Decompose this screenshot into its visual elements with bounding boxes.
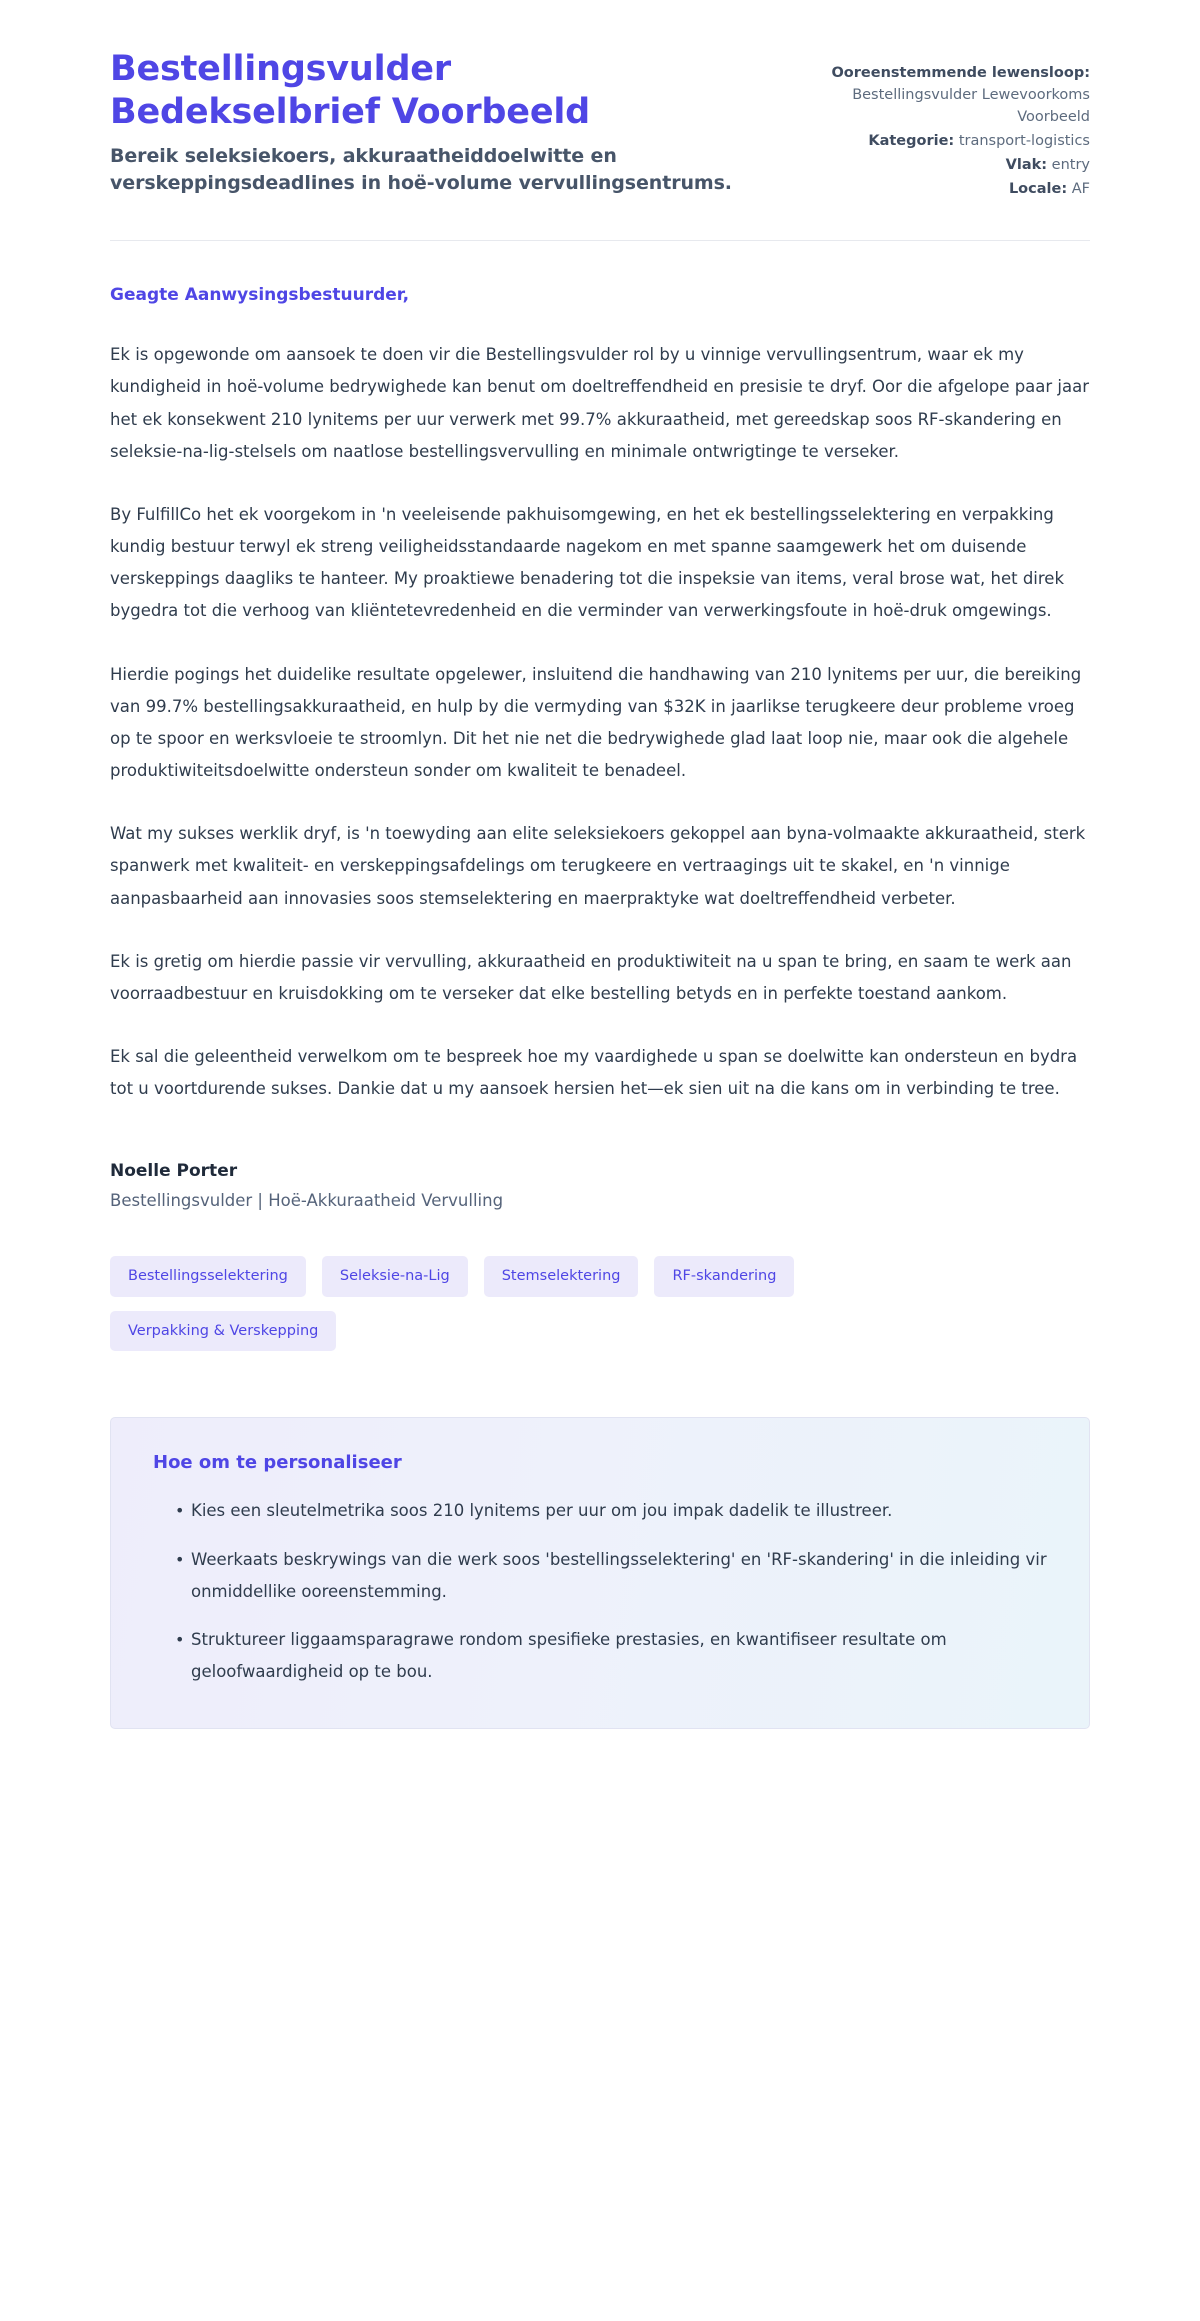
page-title	[110, 48, 760, 133]
metadata-value: entry	[1051, 157, 1090, 174]
callout-list-item: • Weerkaats beskrywings van die werk soos 'bestellingsselektering' en 'RF-skandering' in die inleiding vir onmiddellike ooreenstemming.	[175, 1544, 1047, 1608]
metadata-value: Bestellingsvulder Lewevoorkoms Voorbeeld	[852, 87, 1090, 126]
skill-tag[interactable]: Verpakking & Verskepping	[110, 1311, 336, 1352]
letter-paragraph: Wat my sukses werklik dryf, is 'n toewyding aan elite seleksiekoers gekoppel aan byna-volmaakte akkuraatheid, sterk spanwerk met kwaliteit- en verskeppingsafdelings om terugkeere en vertraagings uit te skakel, en 'n vinnige aanpasbaarheid aan innovasies soos stemselektering en maerpraktyke wat doeltreffendheid verbeter.	[110, 824, 1086, 908]
letter-paragraph: Ek is opgewonde om aansoek te doen vir die Bestellingsvulder rol by u vinnige vervullingsentrum, waar ek my kundigheid in hoë-volume bedrywighede kan benut om doeltreffendheid en presisie te dryf. Oor die afgelope paar jaar het ek konsekwent 210 lynitems per uur verwerk met 99.7% akkuraatheid, met gereedskap soos RF-skandering en seleksie-na-lig-stelsels om naatlose bestellingsvervulling en minimale ontwrigtinge te verseker.	[110, 345, 1090, 461]
letter-body	[110, 241, 1090, 1729]
skill-tag[interactable]: Stemselektering	[484, 1256, 639, 1297]
skill-tag-list	[110, 1256, 900, 1351]
skill-tag[interactable]: Bestellingsselektering	[110, 1256, 306, 1297]
signature-name: Noelle Porter	[110, 1161, 238, 1182]
callout-list	[153, 1495, 1047, 1688]
signature-role: Bestellingsvulder | Hoë-Akkuraatheid Vervulling	[110, 1191, 504, 1211]
callout-title: Hoe om te personaliseer	[153, 1452, 402, 1474]
letter-paragraph: Ek is gretig om hierdie passie vir vervulling, akkuraatheid en produktiwiteit na u span te bring, en saam te werk aan voorraadbestuur en kruisdokking om te verseker dat elke bestelling betyds en in perfekte toestand aankom.	[110, 951, 1072, 1003]
callout-list-item: • Struktureer liggaamsparagrawe rondom spesifieke prestasies, en kwantifiseer resultate om geloofwaardigheid op te bou.	[175, 1624, 1047, 1688]
metadata-label: Kategorie:	[868, 133, 955, 150]
skill-tag[interactable]: RF-skandering	[654, 1256, 794, 1297]
signature-block	[110, 1161, 1090, 1210]
metadata-label: Vlak:	[1005, 157, 1048, 174]
page-title-line-2: Bedekselbrief Voorbeeld	[110, 91, 591, 132]
document-metadata	[800, 48, 1090, 202]
letter-paragraph: Ek sal die geleentheid verwelkom om te bespreek hoe my vaardighede u span se doelwitte kan ondersteun en bydra tot u voortdurende sukses. Dankie dat u my aansoek hersien het—ek sien uit na die kans om in verbinding te tree.	[110, 1047, 1078, 1099]
page-title-line-1: Bestellingsvulder	[110, 49, 451, 89]
metadata-row	[800, 130, 1090, 152]
metadata-row	[800, 62, 1090, 128]
page-subtitle: Bereik seleksiekoers, akkuraatheiddoelwitte en verskeppingsdeadlines in hoë-volume vervullingsentrums.	[110, 145, 732, 195]
metadata-value: transport-logistics	[958, 133, 1090, 150]
metadata-row	[800, 154, 1090, 176]
metadata-label: Ooreenstemmende lewensloop:	[831, 65, 1090, 81]
letter-paragraph: Hierdie pogings het duidelike resultate opgelewer, insluitend die handhawing van 210 lynitems per uur, die bereiking van 99.7% bestellingsakkuraatheid, en hulp by die vermyding van $32K in jaarlikse terugkeere deur probleme vroeg op te spoor en werksvloeie te stroomlyn. Dit het nie net die bedrywighede glad laat loop nie, maar ook die algehele produktiwiteitsdoelwitte ondersteun sonder om kwaliteit te benadeel.	[110, 664, 1082, 781]
header-title-block	[110, 48, 760, 197]
personalization-callout	[110, 1417, 1090, 1729]
metadata-value: AF	[1071, 181, 1090, 198]
callout-list-item: • Kies een sleutelmetrika soos 210 lynitems per uur om jou impak dadelik te illustreer.	[175, 1495, 1047, 1527]
letter-salutation: Geagte Aanwysingsbestuurder,	[110, 285, 410, 306]
skill-tag[interactable]: Seleksie-na-Lig	[322, 1256, 468, 1297]
metadata-label: Locale:	[1008, 181, 1068, 198]
letter-paragraph: By FulfillCo het ek voorgekom in 'n veeleisende pakhuisomgewing, en het ek bestellingsselektering en verpakking kundig bestuur terwyl ek streng veiligheidsstandaarde nagekom en met spanne saamgewerk het om duisende verskeppings daagliks te hanteer. My proaktiewe benadering tot die inspeksie van items, veral brose wat, het direk bygedra tot die verhoog van kliëntetevredenheid en die verminder van verwerkingsfoute in hoë-druk omgewings.	[110, 504, 1065, 621]
document-header	[110, 0, 1090, 202]
metadata-row	[800, 178, 1090, 200]
